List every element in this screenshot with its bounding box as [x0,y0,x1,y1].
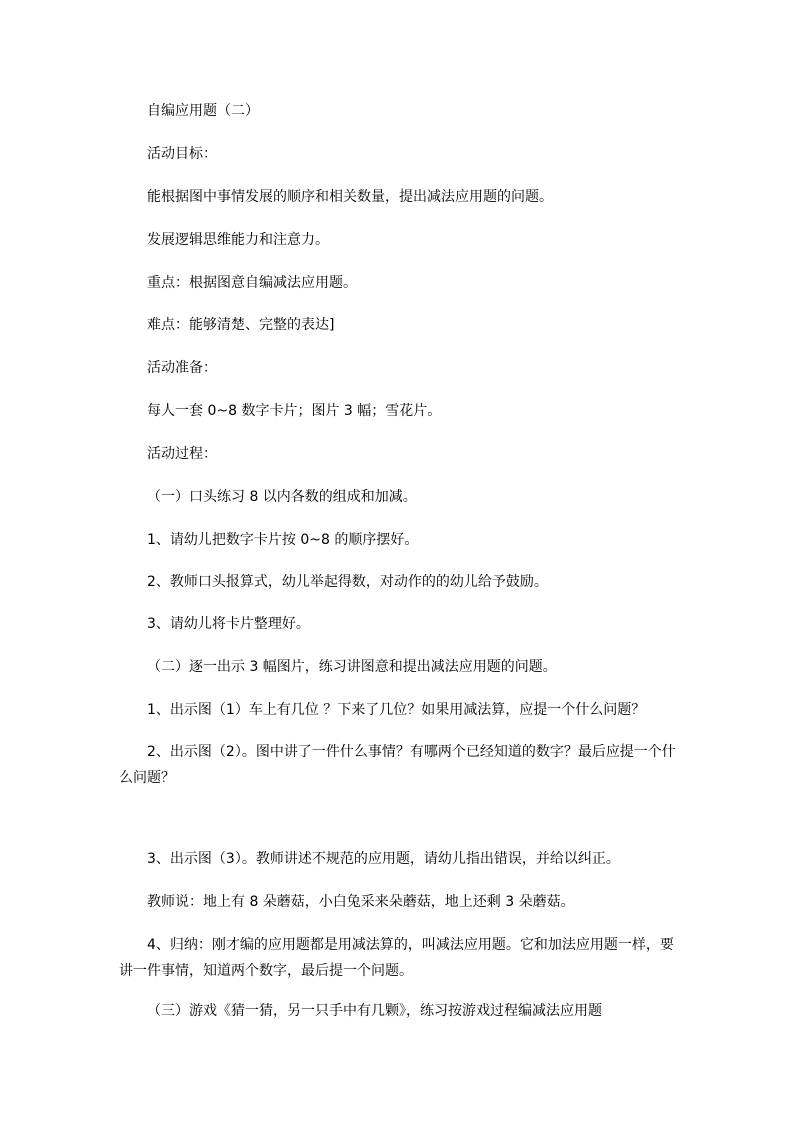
paragraph-goal-1: 能根据图中事情发展的顺序和相关数量，提出减法应用题的问题。 [147,189,553,205]
paragraph-materials: 每人一套 0~8 数字卡片；图片 3 幅；雪花片。 [147,403,442,419]
paragraph-step-2-1: 1、出示图（1）车上有几位 ？下来了几位？如果用减法算，应提一个什么问题？ [147,702,646,718]
paragraph-step-2-3: 3、出示图（3）。教师讲述不规范的应用题，请幼儿指出错误，并给以纠正。 [147,851,620,867]
section-heading-preparation: 活动准备： [147,360,217,376]
paragraph-step-1-2: 2、教师口头报算式，幼儿举起得数，对动作的的幼儿给予鼓励。 [147,574,548,590]
paragraph-summary: 4、归纳：刚才编的应用题都是用减法算的，叫减法应用题。它和加法应用题一样，要讲一件事情，知道两个数字，最后提一个问题。 [119,937,674,979]
section-heading-process: 活动过程： [147,446,217,462]
paragraph-step-2-2: 2、出示图（2）。图中讲了一件什么事情？有哪两个已经知道的数字？最后应提一个什么问题？ [119,744,676,786]
paragraph-step-1-1: 1、请幼儿把数字卡片按 0~8 的顺序摆好。 [147,532,419,548]
paragraph-teacher-says: 教师说：地上有 8 朵蘑菇，小白兔采来朵蘑菇，地上还剩 3 朵蘑菇。 [147,894,575,910]
paragraph-key-point: 重点：根据图意自编减法应用题。 [147,275,357,291]
paragraph-step-three: （三）游戏《猜一猜，另一只手中有几颗》，练习按游戏过程编减法应用题 [147,1003,602,1019]
paragraph-difficulty: 难点：能够清楚、完整的表达] [147,317,335,333]
paragraph-step-1-3: 3、请幼儿将卡片整理好。 [147,616,310,632]
paragraph-goal-2: 发展逻辑思维能力和注意力。 [147,232,329,248]
paragraph-step-two: （二）逐一出示 3 幅图片，练习讲图意和提出减法应用题的问题。 [147,659,557,675]
paragraph-step-one: （一）口头练习 8 以内各数的组成和加减。 [147,489,417,505]
document-title: 自编应用题（二） [147,103,259,119]
section-heading-goals: 活动目标： [147,146,217,162]
